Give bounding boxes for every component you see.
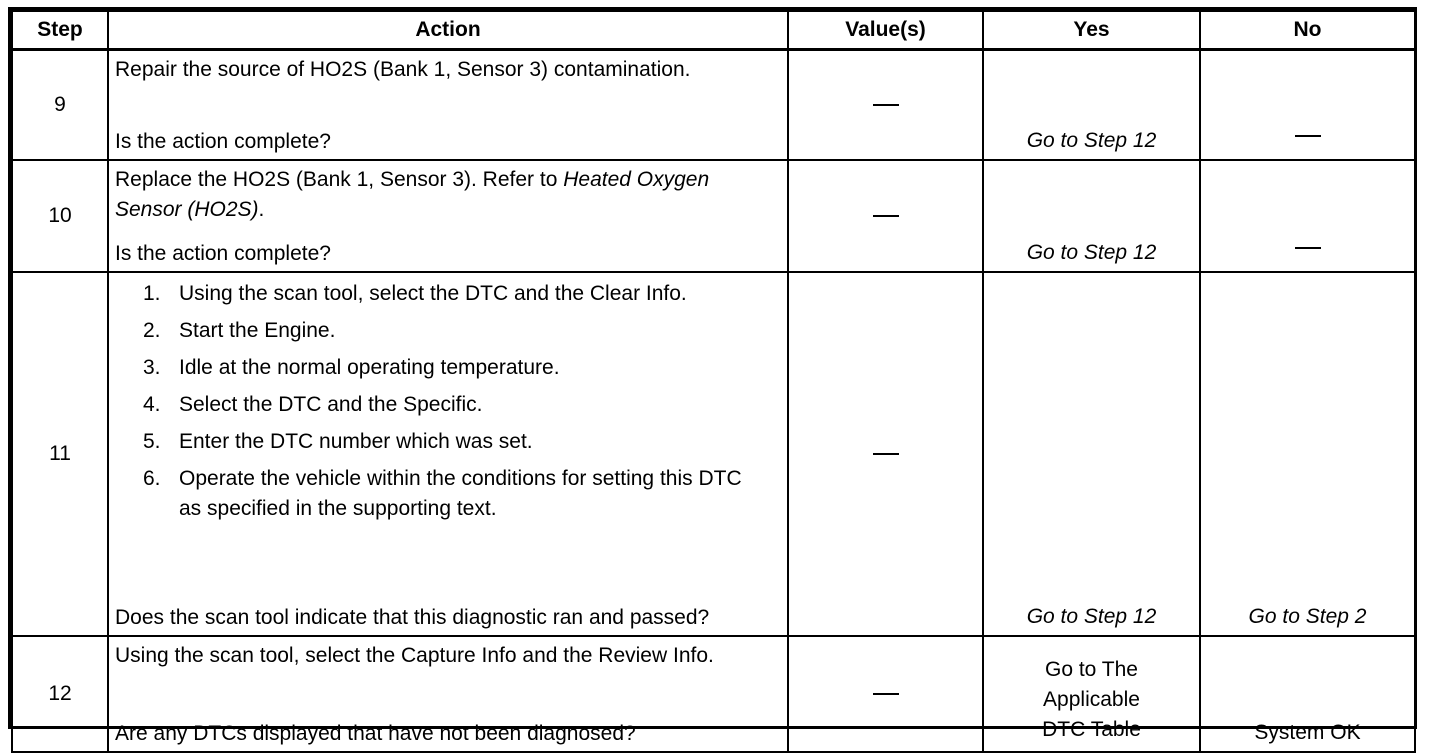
no-goto-link[interactable]: Go to Step 2	[1248, 605, 1367, 628]
dash-mark	[873, 453, 899, 455]
step-number: 12	[12, 636, 108, 752]
list-item: 6. Operate the vehicle within the conditions for setting this DTC as specified in the supporting text.	[143, 467, 742, 520]
table-row-step-12	[12, 636, 1415, 752]
table-row-step-11	[12, 272, 1415, 636]
action-instruction: Replace the HO2S (Bank 1, Sensor 3). Refer to Heated Oxygen Sensor (HO2S).	[115, 168, 710, 221]
action-question: Is the action complete?	[115, 242, 331, 265]
action-cell	[108, 50, 788, 161]
list-item: 5. Enter the DTC number which was set.	[143, 430, 533, 453]
action-question: Is the action complete?	[115, 130, 331, 153]
step-number: 11	[12, 272, 108, 636]
no-cell	[1200, 272, 1415, 636]
dash-mark	[873, 215, 899, 217]
yes-cell	[983, 50, 1200, 161]
header-row	[12, 11, 1415, 50]
no-cell	[1200, 50, 1415, 161]
yes-goto-link[interactable]: Go to Step 12	[1026, 241, 1157, 264]
value-cell	[788, 272, 983, 636]
system-ok-text: System OK	[1254, 721, 1361, 744]
action-cell	[108, 160, 788, 272]
list-item: 4. Select the DTC and the Specific.	[143, 393, 483, 416]
step-number: 9	[12, 50, 108, 161]
table-row-step-9	[12, 50, 1415, 161]
action-question: Does the scan tool indicate that this diagnostic ran and passed?	[115, 606, 710, 629]
diagnostic-table-frame	[8, 7, 1417, 745]
header-values: Value(s)	[788, 11, 983, 50]
diagnostic-table	[11, 10, 1416, 753]
list-item: 2. Start the Engine.	[143, 319, 336, 342]
value-cell	[788, 160, 983, 272]
table-row-step-10	[12, 160, 1415, 272]
value-cell	[788, 636, 983, 752]
list-item: 1. Using the scan tool, select the DTC and the Clear Info.	[143, 282, 687, 305]
action-cell	[108, 272, 788, 636]
header-yes: Yes	[983, 11, 1200, 50]
yes-cell	[983, 160, 1200, 272]
header-step: Step	[12, 11, 108, 50]
dash-mark	[873, 693, 899, 695]
header-action: Action	[108, 11, 788, 50]
header-no: No	[1200, 11, 1415, 50]
action-instruction: Using the scan tool, select the Capture Info and the Review Info.	[115, 644, 714, 667]
value-cell	[788, 50, 983, 161]
dash-mark	[873, 104, 899, 106]
step-number: 10	[12, 160, 108, 272]
yes-goto-link[interactable]: Go to Step 12	[1026, 605, 1157, 628]
yes-cell	[983, 272, 1200, 636]
yes-goto-link[interactable]: Go to The Applicable DTC Table	[1042, 658, 1141, 741]
action-cell	[108, 636, 788, 752]
reference-link[interactable]: Heated Oxygen Sensor (HO2S)	[115, 168, 710, 221]
yes-cell	[983, 636, 1200, 752]
dash-mark	[1295, 247, 1321, 249]
procedure-list	[115, 273, 781, 531]
action-instruction: Repair the source of HO2S (Bank 1, Sensor 3) contamination.	[115, 58, 691, 81]
list-item: 3. Idle at the normal operating temperature.	[143, 356, 560, 379]
yes-goto-link[interactable]: Go to Step 12	[1026, 129, 1157, 152]
action-question: Are any DTCs displayed that have not been diagnosed?	[115, 722, 636, 745]
dash-mark	[1295, 135, 1321, 137]
no-cell	[1200, 636, 1415, 752]
no-cell	[1200, 160, 1415, 272]
